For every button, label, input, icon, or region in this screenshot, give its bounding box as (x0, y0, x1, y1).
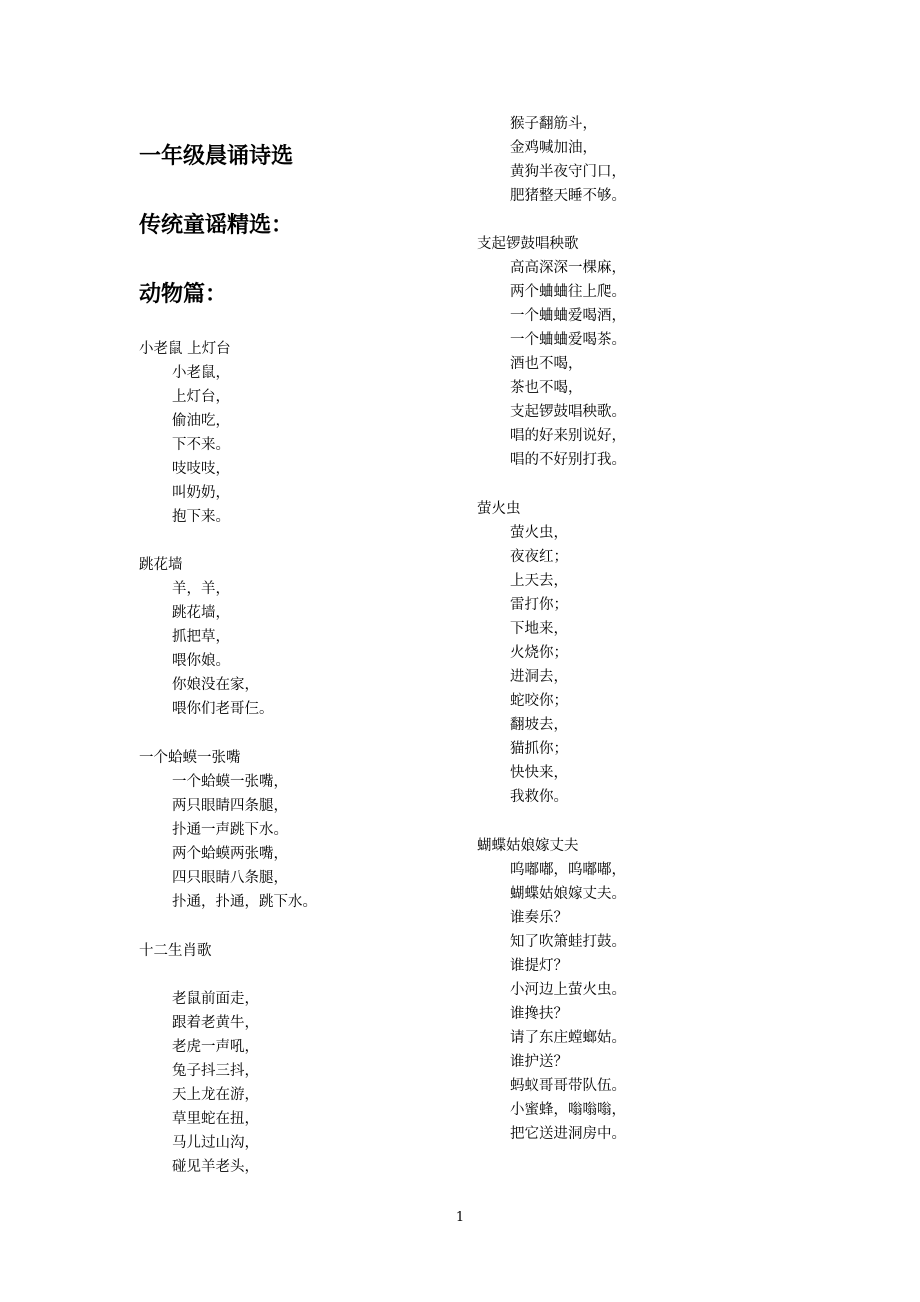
poem-line: 你娘没在家， (172, 677, 259, 693)
poem-line: 知了吹箫蛙打鼓。 (510, 934, 626, 950)
poem-line: 快快来， (510, 765, 568, 781)
poem-line: 谁护送？ (510, 1054, 568, 1070)
poem-line: 老鼠前面走， (172, 991, 259, 1007)
poem-title: 蝴蝶姑娘嫁丈夫 (477, 838, 579, 854)
poem-line: 两个蛤蟆两张嘴， (172, 846, 288, 862)
poem-line: 雷打你； (510, 597, 568, 613)
poem-line: 小蜜蜂，嗡嗡嗡， (510, 1102, 626, 1118)
poem-line: 黄狗半夜守门口， (510, 164, 626, 180)
poem-line: 上天去， (510, 573, 568, 589)
poem-line: 一个蛐蛐爱喝酒， (510, 308, 626, 324)
poem-line: 猴子翻筋斗， (510, 116, 597, 132)
poem-line: 两个蛐蛐往上爬。 (510, 284, 626, 300)
document-subtitle: 传统童谣精选： (139, 213, 294, 238)
poem-line: 金鸡喊加油， (510, 140, 597, 156)
poem-line: 一个蛐蛐爱喝茶。 (510, 332, 626, 348)
poem-line: 火烧你； (510, 645, 568, 661)
poem-line: 进洞去， (510, 669, 568, 685)
poem-line: 老虎一声吼， (172, 1039, 259, 1055)
poem-line: 下地来， (510, 621, 568, 637)
poem-line: 酒也不喝， (510, 356, 583, 372)
poem-line: 上灯台， (172, 389, 230, 405)
poem-line: 偷油吃， (172, 413, 230, 429)
poem-line: 请了东庄螳螂姑。 (510, 1030, 626, 1046)
page-number: 1 (455, 1210, 465, 1225)
poem-line: 谁奏乐？ (510, 910, 568, 926)
poem-line: 扑通，扑通，跳下水。 (172, 894, 317, 910)
poem-line: 兔子抖三抖， (172, 1063, 259, 1079)
poem-line: 唱的好来别说好， (510, 428, 626, 444)
poem-line: 小河边上萤火虫。 (510, 982, 626, 998)
poem-line: 高高深深一棵麻， (510, 260, 626, 276)
poem-line: 吱吱吱， (172, 461, 230, 477)
poem-line: 叫奶奶， (172, 485, 230, 501)
poem-line: 蚂蚁哥哥带队伍。 (510, 1078, 626, 1094)
poem-line: 小老鼠， (172, 365, 230, 381)
poem-line: 茶也不喝， (510, 380, 583, 396)
poem-line: 猫抓你； (510, 741, 568, 757)
poem-line: 扑通一声跳下水。 (172, 822, 288, 838)
poem-line: 把它送进洞房中。 (510, 1126, 626, 1142)
poem-line: 两只眼睛四条腿， (172, 798, 288, 814)
poem-title: 支起锣鼓唱秧歌 (477, 236, 579, 252)
poem-line: 碰见羊老头， (172, 1159, 259, 1175)
poem-line: 抓把草， (172, 629, 230, 645)
poem-line: 抱下来。 (172, 509, 230, 525)
poem-title: 小老鼠 上灯台 (139, 341, 231, 357)
poem-line: 唱的不好别打我。 (510, 452, 626, 468)
poem-line: 天上龙在游， (172, 1087, 259, 1103)
poem-title: 一个蛤蟆一张嘴 (139, 750, 241, 766)
poem-line: 草里蛇在扭， (172, 1111, 259, 1127)
poem-line: 四只眼睛八条腿， (172, 870, 288, 886)
poem-line: 肥猪整天睡不够。 (510, 188, 626, 204)
poem-line: 夜夜红； (510, 549, 568, 565)
poem-title: 萤火虫 (477, 501, 521, 517)
poem-line: 我救你。 (510, 789, 568, 805)
poem-title: 十二生肖歌 (139, 943, 212, 959)
poem-line: 喂你们老哥仨。 (172, 701, 274, 717)
poem-line: 呜嘟嘟，呜嘟嘟， (510, 862, 626, 878)
poem-line: 羊，羊， (172, 581, 230, 597)
poem-line: 蛇咬你； (510, 693, 568, 709)
poem-line: 谁搀扶？ (510, 1006, 568, 1022)
poem-line: 萤火虫， (510, 525, 568, 541)
poem-line: 跟着老黄牛， (172, 1015, 259, 1031)
poem-line: 喂你娘。 (172, 653, 230, 669)
poem-line: 支起锣鼓唱秧歌。 (510, 404, 626, 420)
poem-line: 一个蛤蟆一张嘴， (172, 774, 288, 790)
poem-line: 下不来。 (172, 437, 230, 453)
poem-line: 翻坡去， (510, 717, 568, 733)
section-heading: 动物篇： (139, 282, 228, 307)
poem-title: 跳花墙 (139, 557, 183, 573)
poem-line: 马儿过山沟， (172, 1135, 259, 1151)
document-title: 一年级晨诵诗选 (139, 144, 294, 169)
poem-line: 跳花墙， (172, 605, 230, 621)
poem-line: 谁提灯？ (510, 958, 568, 974)
poem-line: 蝴蝶姑娘嫁丈夫。 (510, 886, 626, 902)
